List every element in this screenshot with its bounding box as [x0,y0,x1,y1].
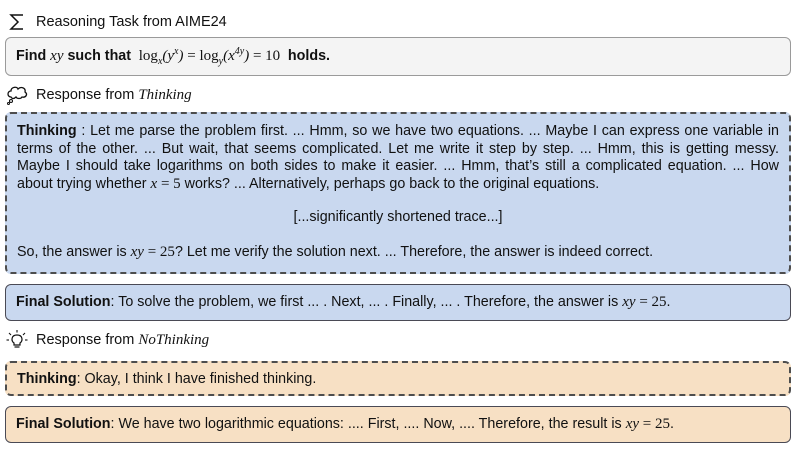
thinking-header: Response from Thinking [6,84,192,106]
thinking-trace-box [5,112,791,274]
thinking-model-name: Thinking [138,86,192,103]
sigma-icon [6,11,28,33]
nothinking-trace-box: Thinking: Okay, I think I have finished thinking. [5,361,791,396]
task-problem-box [5,37,791,76]
thinking-trace-paragraph: Thinking : Let me parse the problem first. ... Hmm, so we have two equations. ... Maybe I can express one variable in terms of the other. ... But wait, that seems complicated. Let me write it step by step. ... Hmm, this is getting messy. Maybe I should take logarithms on both sides to make it easier. ... Hmm, that’s still a complicated equation. ... How about trying whether x = 5 works? ... Alternatively, perhaps go back to the original equations. [17,123,779,192]
task-header [6,11,227,33]
problem-statement: Find xy such that $\log_x(y^x) = \log_y(x^{4y}) = 10$ holds. [16,46,331,67]
lightbulb-icon [6,329,28,351]
nothinking-final-solution: Final Solution: We have two logarithmic equations: .... First, .... Now, .... Therefore, the result is xy = 25. [5,406,791,443]
nothinking-model-name: NoThinking [138,331,210,348]
thinking-answer-line: So, the answer is xy = 25? Let me verify the solution next. ... Therefore, the answer is indeed correct. [17,243,654,260]
shortened-trace-note: [...significantly shortened trace...] [293,209,503,225]
thinking-final-solution: Final Solution: To solve the problem, we first ... . Next, ... . Finally, ... . Therefore, the answer is xy = 25. [5,284,791,321]
task-title: Reasoning Task from AIME24 [36,14,227,30]
nothinking-header: Response from NoThinking [6,329,209,351]
problem-equation: $\log_x(y^x) = \log_y(x^{4y}) = 10$ [138,46,281,67]
thought-bubble-icon [6,84,28,106]
